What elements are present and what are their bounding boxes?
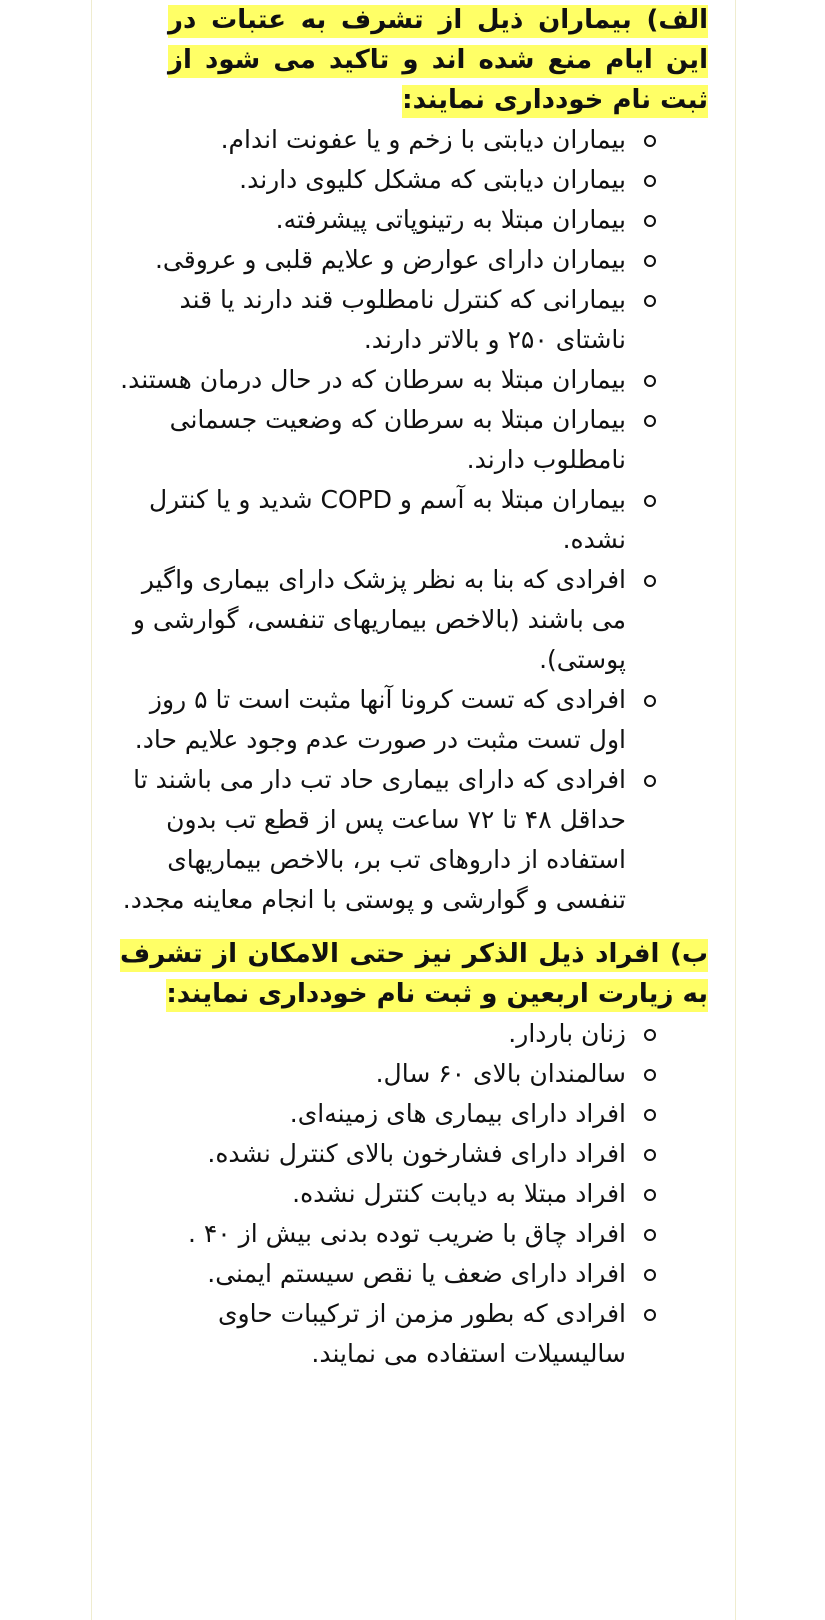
list-item: افراد مبتلا به دیابت کنترل نشده. [120,1174,626,1214]
bullet-icon [644,1069,656,1081]
bullet-icon [644,1029,656,1041]
bullet-icon [644,775,656,787]
bullet-icon [644,175,656,187]
list-item: افرادی که تست کرونا آنها مثبت است تا ۵ روز اول تست مثبت در صورت عدم وجود علایم حاد. [120,680,626,760]
list-item: بیماران مبتلا به آسم و COPD شدید و یا کنترل نشده. [120,480,626,560]
bullet-icon [644,1189,656,1201]
bullet-icon [644,1149,656,1161]
list-item: بیماران مبتلا به سرطان که وضعیت جسمانی نامطلوب دارند. [120,400,626,480]
list-item: افرادی که دارای بیماری حاد تب دار می باشند تا حداقل ۴۸ تا ۷۲ ساعت پس از قطع تب بدون استفاده از داروهای تب بر، بالاخص بیماریهای تنفسی و گوارشی و پوستی با انجام معاینه مجدد. [120,760,626,920]
list-item: افرادی که بطور مزمن از ترکیبات حاوی سالیسیلات استفاده می نمایند. [120,1294,626,1374]
section-b-heading [120,934,708,1014]
bullet-icon [644,1269,656,1281]
list-item: افراد دارای بیماری های زمینه‌ای. [120,1094,626,1134]
bullet-icon [644,375,656,387]
list-item: افرادی که بنا به نظر پزشک دارای بیماری واگیر می باشند (بالاخص بیماریهای تنفسی، گوارشی و پوستی). [120,560,626,680]
list-item: افراد چاق با ضریب توده بدنی بیش از ۴۰ . [120,1214,626,1254]
bullet-icon [644,575,656,587]
section-b-list [120,1014,708,1374]
bullet-icon [644,135,656,147]
bullet-icon [644,415,656,427]
bullet-icon [644,215,656,227]
bullet-icon [644,295,656,307]
list-item: سالمندان بالای ۶۰ سال. [120,1054,626,1094]
bullet-icon [644,255,656,267]
bullet-icon [644,495,656,507]
list-item: بیمارانی که کنترل نامطلوب قند دارند یا قند ناشتای ۲۵۰ و بالاتر دارند. [120,280,626,360]
list-item: افراد دارای فشارخون بالای کنترل نشده. [120,1134,626,1174]
list-item: افراد دارای ضعف یا نقص سیستم ایمنی. [120,1254,626,1294]
list-item: بیماران مبتلا به سرطان که در حال درمان هستند. [120,360,626,400]
section-a-heading [168,0,708,120]
list-item: بیماران مبتلا به رتینوپاتی پیشرفته. [120,200,626,240]
bullet-icon [644,1229,656,1241]
section-b-heading-text: ب) افراد ذیل الذکر نیز حتی الامکان از تشرف به زیارت اربعین و ثبت نام خودداری نمایند: [120,939,708,1012]
list-item: بیماران دارای عوارض و علایم قلبی و عروقی. [120,240,626,280]
bullet-icon [644,1309,656,1321]
list-item: زنان باردار. [120,1014,626,1054]
section-a-heading-text: الف) بیماران ذیل از تشرف به عتبات در این ایام منع شده اند و تاکید می شود از ثبت نام خودداری نمایند: [168,5,708,118]
document-content [120,0,708,1374]
bullet-icon [644,1109,656,1121]
list-item: بیماران دیابتی با زخم و یا عفونت اندام. [120,120,626,160]
bullet-icon [644,695,656,707]
section-a-list [120,120,708,920]
list-item: بیماران دیابتی که مشکل کلیوی دارند. [120,160,626,200]
